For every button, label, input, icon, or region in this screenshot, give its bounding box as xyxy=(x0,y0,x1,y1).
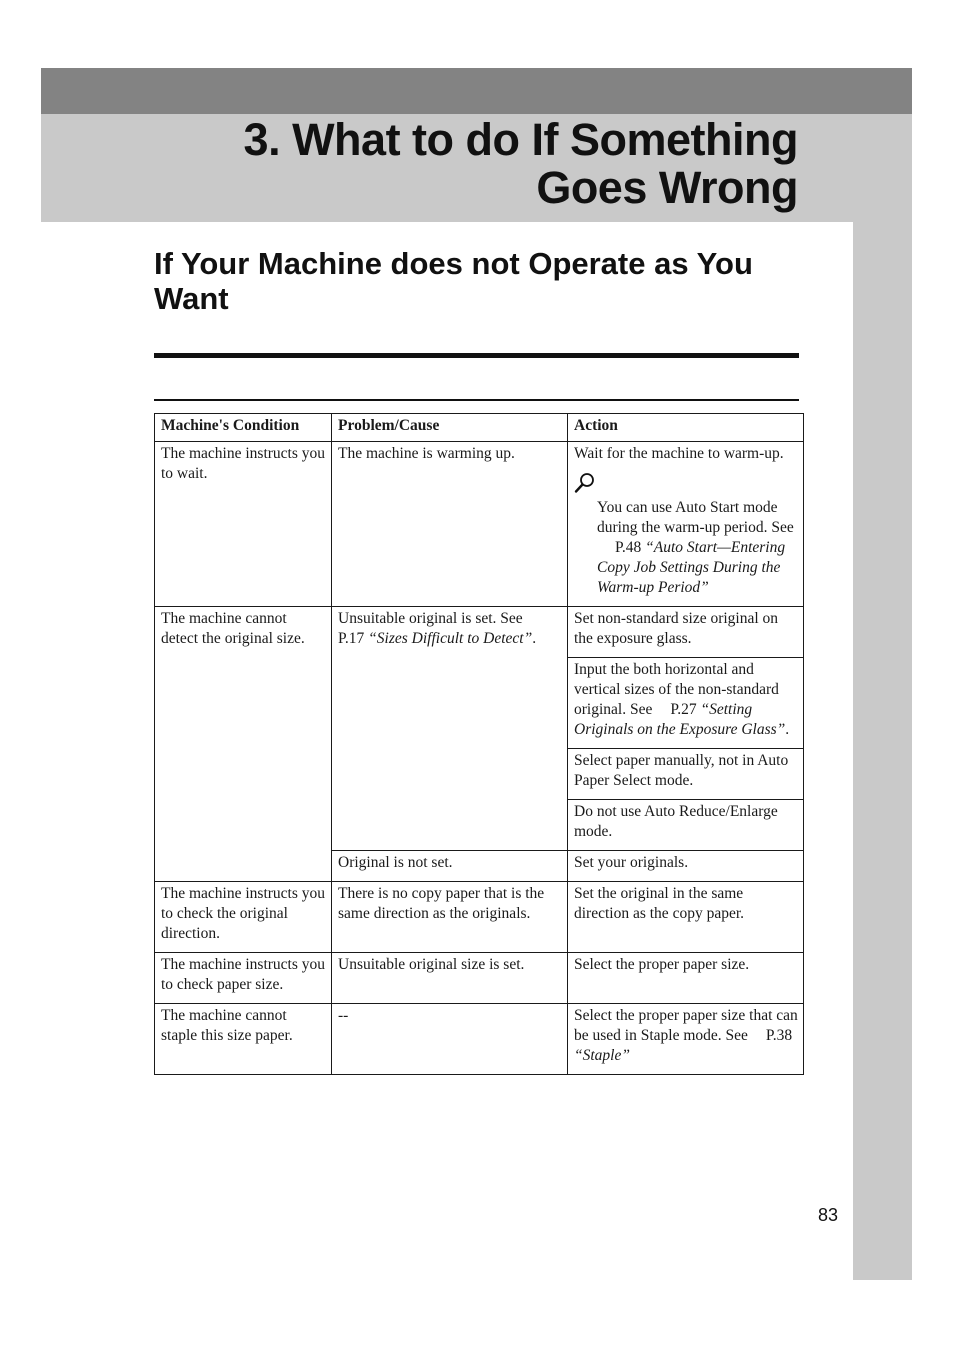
table-row xyxy=(155,1004,804,1075)
action-cell xyxy=(568,442,804,607)
table-row xyxy=(155,607,804,658)
table-row xyxy=(155,882,804,953)
action-ref-title[interactable]: “Staple” xyxy=(574,1047,630,1064)
action-cell: Select the proper paper size. xyxy=(568,953,804,1004)
note-body: You can use Auto Start mode during the warm-up period. See xyxy=(597,499,794,536)
cause-ref[interactable]: P.17 xyxy=(338,630,365,647)
note-ref[interactable]: P.48 xyxy=(615,539,642,556)
header-condition: Machine's Condition xyxy=(155,414,332,442)
section-rule-thick xyxy=(154,353,799,358)
action-cell: Do not use Auto Reduce/Enlarge mode. xyxy=(568,800,804,851)
troubleshooting-table xyxy=(154,413,804,1075)
header-action: Action xyxy=(568,414,804,442)
cause-cell: There is no copy paper that is the same direction as the originals. xyxy=(332,882,568,953)
page-number: 83 xyxy=(818,1205,839,1225)
chapter-title-line2: Goes Wrong xyxy=(536,162,798,213)
cause-cell: The machine is warming up. xyxy=(332,442,568,607)
side-thumb-bar xyxy=(853,222,912,1280)
header-band-dark xyxy=(41,68,912,114)
condition-cell: The machine cannot staple this size paper. xyxy=(155,1004,332,1075)
cause-end: . xyxy=(532,630,537,647)
action-ref-title[interactable]: “Setting Originals on the Exposure Glass” xyxy=(574,701,786,738)
chapter-title-line1: 3. What to do If Something xyxy=(243,114,798,165)
condition-cell: The machine cannot detect the original size. xyxy=(155,607,332,882)
action-cell xyxy=(568,658,804,749)
header-cause: Problem/Cause xyxy=(332,414,568,442)
action-ref[interactable]: P.38 xyxy=(765,1027,793,1044)
cause-cell xyxy=(332,607,568,851)
condition-cell: The machine instructs you to check paper size. xyxy=(155,953,332,1004)
cause-ref-title[interactable]: “Sizes Difficult to Detect” xyxy=(368,630,533,647)
cause-cell: Unsuitable original size is set. xyxy=(332,953,568,1004)
table-header-row xyxy=(155,414,804,442)
action-text: Wait for the machine to warm-up. xyxy=(574,445,784,462)
table-row xyxy=(155,442,804,607)
cause-cell: Original is not set. xyxy=(332,851,568,882)
action-cell: Select paper manually, not in Auto Paper Select mode. xyxy=(568,749,804,800)
condition-cell: The machine instructs you to wait. xyxy=(155,442,332,607)
action-cell: Set the original in the same direction as the copy paper. xyxy=(568,882,804,953)
note-text xyxy=(574,498,798,598)
action-cell: Set non-standard size original on the exposure glass. xyxy=(568,607,804,658)
action-cell xyxy=(568,1004,804,1075)
action-cell: Set your originals. xyxy=(568,851,804,882)
section-title: If Your Machine does not Operate as You Want xyxy=(154,246,753,316)
chapter-title xyxy=(244,116,798,212)
action-ref[interactable]: P.27 xyxy=(670,701,697,718)
cause-cell: -- xyxy=(332,1004,568,1075)
note-ref-title[interactable]: “Auto Start—Entering Copy Job Settings During the Warm-up Period” xyxy=(597,539,786,596)
action-end: . xyxy=(785,721,790,738)
section-rule-thin xyxy=(154,399,799,401)
condition-cell: The machine instructs you to check the original direction. xyxy=(155,882,332,953)
cause-text: Unsuitable original is set. See xyxy=(338,610,523,627)
action-text: Input the both horizontal and vertical sizes of the non-standard original. See xyxy=(574,661,779,718)
table-row xyxy=(155,953,804,1004)
action-text: Select the proper paper size that can be used in Staple mode. See xyxy=(574,1007,798,1044)
magnifier-icon xyxy=(574,472,596,494)
